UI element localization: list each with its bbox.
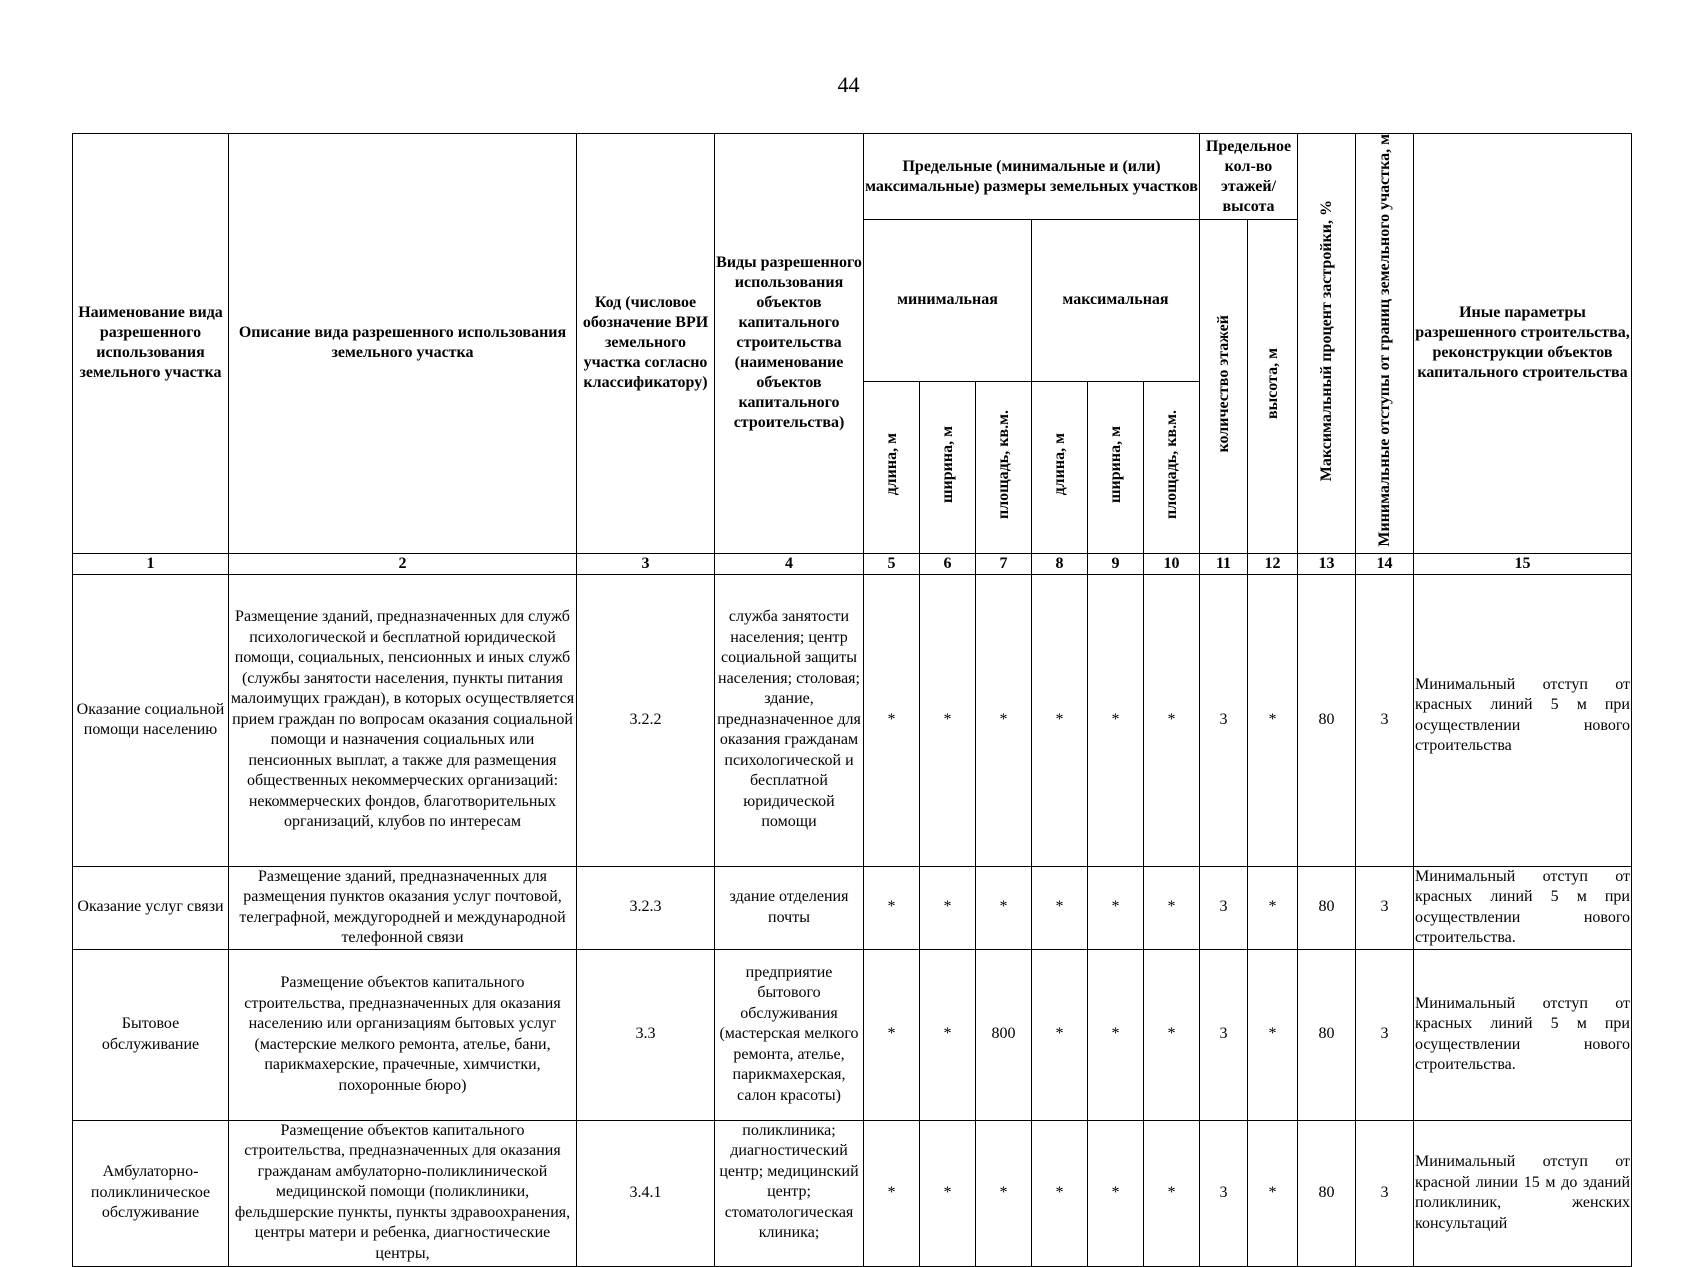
header-floors-group: Предельное кол-во этажей/ высота xyxy=(1200,134,1298,220)
header-floor-count: количество этажей xyxy=(1200,220,1248,554)
header-height: высота, м xyxy=(1248,220,1298,554)
row-value: * xyxy=(976,866,1032,949)
table-row xyxy=(73,866,1632,949)
header-objects: Виды разрешенного использования объектов капитального строительства (наименование объектов капитального строительства) xyxy=(715,134,864,554)
row-value: * xyxy=(864,866,920,949)
row-value: * xyxy=(864,949,920,1120)
column-numbers-row xyxy=(73,553,1632,574)
header-max-coverage: Максимальный процент застройки, % xyxy=(1298,134,1356,554)
column-number: 11 xyxy=(1200,553,1248,574)
row-code: 3.3 xyxy=(577,949,715,1120)
header-other-params: Иные параметры разрешенного строительства, реконструкции объектов капитального строительства xyxy=(1414,134,1632,554)
table-row xyxy=(73,1120,1632,1266)
column-number: 15 xyxy=(1414,553,1632,574)
row-description: Размещение объектов капитального строительства, предназначенных для оказания гражданам амбулаторно-поликлинической медицинской помощи (поликлиники, фельдшерские пункты, пункты здравоохранения, центры матери и ребенка, диагностические центры, xyxy=(229,1120,577,1266)
column-number: 9 xyxy=(1088,553,1144,574)
row-value: * xyxy=(920,949,976,1120)
column-number: 13 xyxy=(1298,553,1356,574)
row-value: * xyxy=(920,574,976,866)
row-value: 3 xyxy=(1356,866,1414,949)
header-code: Код (числовое обозначение ВРИ земельного участка согласно классификатору) xyxy=(577,134,715,554)
row-value: * xyxy=(920,866,976,949)
row-description: Размещение зданий, предназначенных для служб психологической и бесплатной юридической помощи, социальных, пенсионных и иных служб (службы занятости населения, пункты питания малоимущих граждан), в которых осуществляется прием граждан по вопросам оказания социальной помощи и назначения социальных или пенсионных выплат, а также для размещения общественных некоммерческих организаций: некоммерческих фондов, благотворительных организаций, клубов по интересам xyxy=(229,574,577,866)
zoning-table xyxy=(72,133,1632,1267)
row-objects: поликлиника; диагностический центр; медицинский центр; стоматологическая клиника; xyxy=(715,1120,864,1266)
page-number: 44 xyxy=(837,72,860,97)
row-value: 800 xyxy=(976,949,1032,1120)
row-value: 80 xyxy=(1298,949,1356,1120)
column-number: 7 xyxy=(976,553,1032,574)
row-description: Размещение объектов капитального строительства, предназначенных для оказания населению или организациям бытовых услуг (мастерские мелкого ремонта, ателье, бани, парикмахерские, прачечные, химчистки, похоронные бюро) xyxy=(229,949,577,1120)
row-value: 3 xyxy=(1356,949,1414,1120)
row-value: * xyxy=(1032,866,1088,949)
row-name: Оказание социальной помощи населению xyxy=(73,574,229,866)
header-min-setbacks: Минимальные отступы от границ земельного участка, м xyxy=(1356,134,1414,554)
row-code: 3.2.2 xyxy=(577,574,715,866)
row-value: * xyxy=(864,1120,920,1266)
row-value: * xyxy=(1248,949,1298,1120)
header-min-width: ширина, м xyxy=(920,381,976,553)
row-value: * xyxy=(1144,949,1200,1120)
row-value: 3 xyxy=(1356,574,1414,866)
row-value: * xyxy=(1144,574,1200,866)
row-other: Минимальный отступ от красных линий 5 м при осуществлении нового строительства. xyxy=(1414,866,1632,949)
row-name: Оказание услуг связи xyxy=(73,866,229,949)
header-min-length: длина, м xyxy=(864,381,920,553)
column-number: 10 xyxy=(1144,553,1200,574)
row-value: * xyxy=(1248,866,1298,949)
table-row xyxy=(73,574,1632,866)
header-min-area: площадь, кв.м. xyxy=(976,381,1032,553)
header-plot-sizes: Предельные (минимальные и (или) максимальные) размеры земельных участков xyxy=(864,134,1200,220)
row-name: Бытовое обслуживание xyxy=(73,949,229,1120)
row-name: Амбулаторно-поликлиническое обслуживание xyxy=(73,1120,229,1266)
row-value: * xyxy=(864,574,920,866)
row-value: 80 xyxy=(1298,574,1356,866)
header-max: максимальная xyxy=(1032,220,1200,382)
header-description: Описание вида разрешенного использования земельного участка xyxy=(229,134,577,554)
row-value: * xyxy=(1032,949,1088,1120)
row-value: * xyxy=(976,574,1032,866)
row-value: * xyxy=(1248,1120,1298,1266)
column-number: 8 xyxy=(1032,553,1088,574)
row-value: * xyxy=(1144,1120,1200,1266)
header-name: Наименование вида разрешенного использования земельного участка xyxy=(73,134,229,554)
header-max-length: длина, м xyxy=(1032,381,1088,553)
row-value: 80 xyxy=(1298,866,1356,949)
column-number: 6 xyxy=(920,553,976,574)
row-value: * xyxy=(920,1120,976,1266)
column-number: 12 xyxy=(1248,553,1298,574)
row-value: 80 xyxy=(1298,1120,1356,1266)
row-other: Минимальный отступ от красных линий 5 м при осуществлении нового строительства xyxy=(1414,574,1632,866)
column-number: 4 xyxy=(715,553,864,574)
header-max-area: площадь, кв.м. xyxy=(1144,381,1200,553)
row-objects: предприятие бытового обслуживания (мастерская мелкого ремонта, ателье, парикмахерская, салон красоты) xyxy=(715,949,864,1120)
header-min: минимальная xyxy=(864,220,1032,382)
row-objects: служба занятости населения; центр социальной защиты населения; столовая; здание, предназначенное для оказания гражданам психологической и бесплатной юридической помощи xyxy=(715,574,864,866)
column-number: 2 xyxy=(229,553,577,574)
column-number: 3 xyxy=(577,553,715,574)
row-value: * xyxy=(1248,574,1298,866)
row-value: * xyxy=(976,1120,1032,1266)
row-value: * xyxy=(1088,866,1144,949)
row-description: Размещение зданий, предназначенных для размещения пунктов оказания услуг почтовой, телеграфной, междугородней и международной телефонной связи xyxy=(229,866,577,949)
row-other: Минимальный отступ от красных линий 5 м при осуществлении нового строительства. xyxy=(1414,949,1632,1120)
row-value: 3 xyxy=(1200,574,1248,866)
row-value: * xyxy=(1088,949,1144,1120)
row-value: 3 xyxy=(1356,1120,1414,1266)
header-max-width: ширина, м xyxy=(1088,381,1144,553)
row-value: * xyxy=(1032,574,1088,866)
row-value: 3 xyxy=(1200,1120,1248,1266)
row-value: * xyxy=(1088,1120,1144,1266)
row-value: 3 xyxy=(1200,949,1248,1120)
row-value: 3 xyxy=(1200,866,1248,949)
column-number: 5 xyxy=(864,553,920,574)
table-row xyxy=(73,949,1632,1120)
row-code: 3.2.3 xyxy=(577,866,715,949)
row-value: * xyxy=(1144,866,1200,949)
row-code: 3.4.1 xyxy=(577,1120,715,1266)
row-other: Минимальный отступ от красной линии 15 м до зданий поликлиник, женских консультаций xyxy=(1414,1120,1632,1266)
row-value: * xyxy=(1032,1120,1088,1266)
column-number: 14 xyxy=(1356,553,1414,574)
column-number: 1 xyxy=(73,553,229,574)
row-objects: здание отделения почты xyxy=(715,866,864,949)
row-value: * xyxy=(1088,574,1144,866)
